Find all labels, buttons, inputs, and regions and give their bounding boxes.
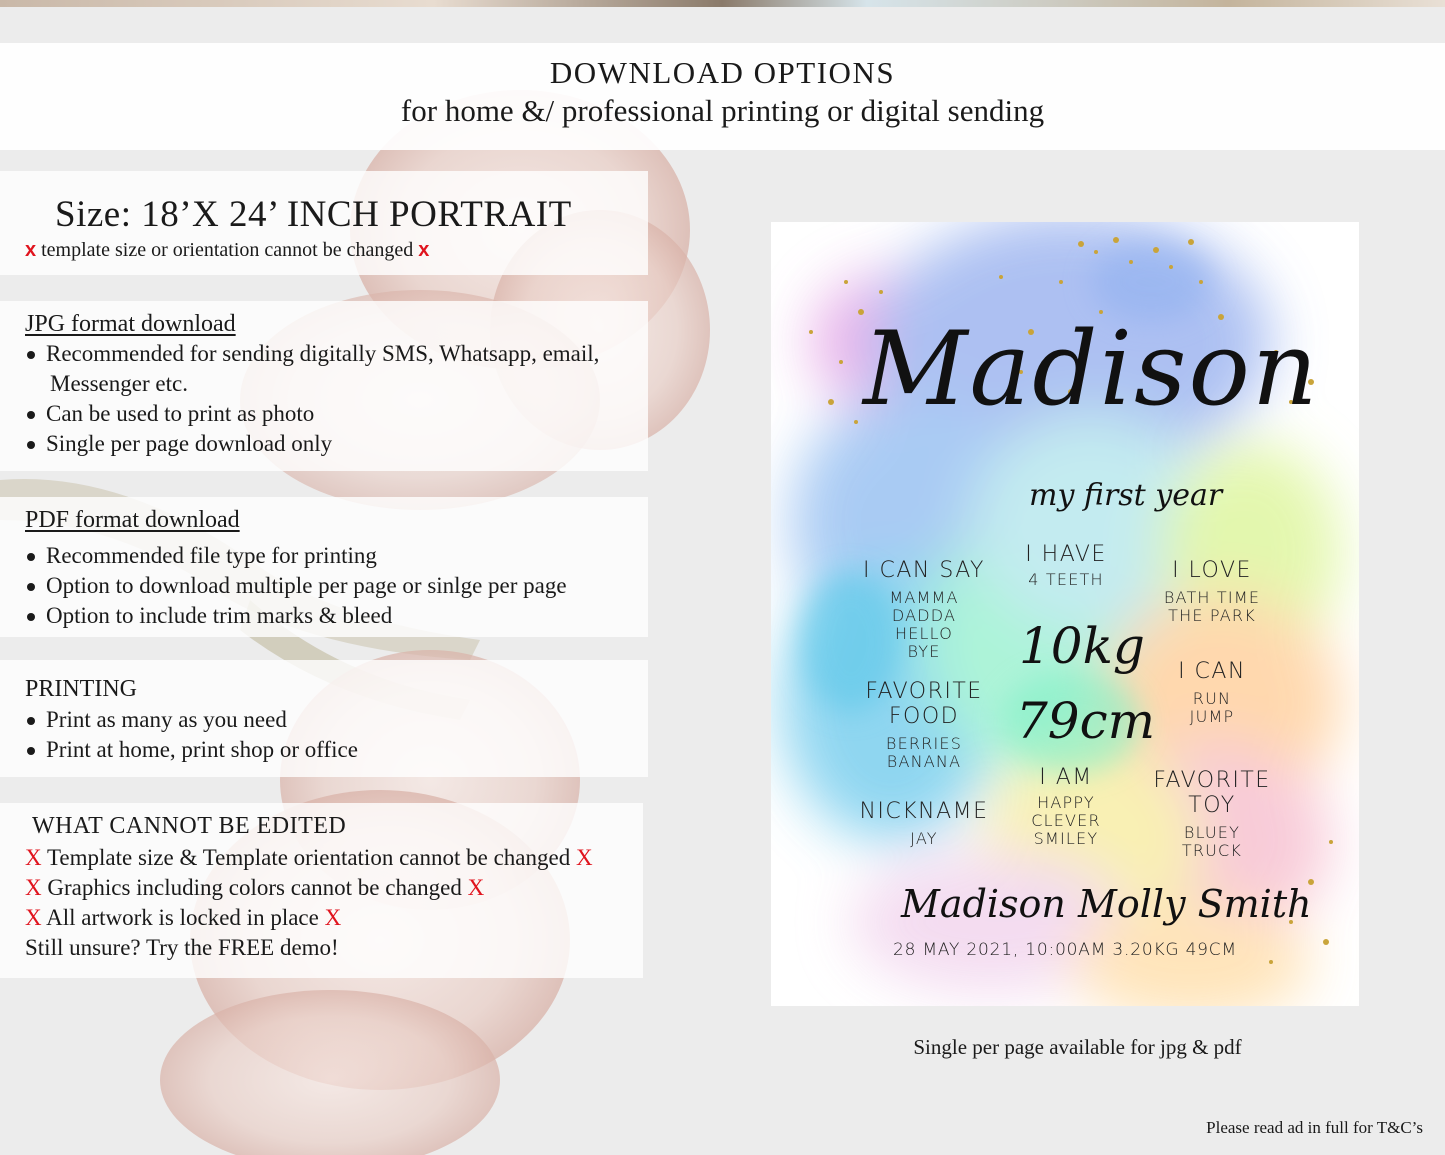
block-heading: I HAVE	[1025, 542, 1107, 567]
list-item	[25, 705, 358, 735]
favorite-food-block	[844, 679, 1004, 771]
top-photo-strip	[0, 0, 1445, 7]
block-heading: I AM	[1039, 765, 1093, 790]
i-have-block	[986, 542, 1146, 589]
poster-caption: Single per page available for jpg & pdf	[913, 1035, 1242, 1059]
block-line: BYE	[907, 642, 941, 661]
pdf-panel	[0, 497, 648, 637]
list-item-text: Print at home, print shop or office	[46, 737, 358, 762]
demo-line: Still unsure? Try the FREE demo!	[25, 935, 339, 960]
list-item-text: Single per page download only	[46, 431, 333, 456]
block-line: CLEVER	[1031, 811, 1101, 830]
poster-height: 79cm	[1016, 692, 1156, 750]
cannot-edit-heading: WHAT CANNOT BE EDITED	[32, 813, 347, 839]
list-item	[25, 735, 358, 765]
block-line: DADDA	[891, 606, 957, 625]
i-am-block	[986, 765, 1146, 848]
list-item-text: Recommended for sending digitally SMS, Whatsapp, email,	[46, 341, 600, 366]
bullet-icon	[27, 613, 35, 621]
block-heading: I CAN SAY	[863, 558, 985, 583]
poster-birth-details: 28 MAY 2021, 10:00AM 3.20KG 49CM	[893, 940, 1237, 960]
pdf-list	[25, 541, 567, 631]
footnote: Please read ad in full for T&C’s	[1206, 1118, 1423, 1137]
red-x-icon: X	[467, 875, 485, 900]
poster-tagline: my first year	[1029, 478, 1223, 513]
block-heading: NICKNAME	[859, 799, 989, 824]
jpg-heading: JPG format download	[25, 311, 236, 337]
list-item	[25, 873, 593, 903]
block-heading: FAVORITE	[1153, 768, 1271, 793]
bullet-icon	[27, 717, 35, 725]
list-item-text: Recommended file type for printing	[46, 543, 377, 568]
size-panel	[0, 171, 648, 275]
cannot-edit-list	[25, 843, 593, 963]
list-item-text: Print as many as you need	[46, 707, 287, 732]
size-note	[25, 239, 429, 262]
list-item	[25, 399, 599, 429]
list-item	[25, 541, 567, 571]
block-line: BLUEY	[1183, 823, 1241, 842]
block-line: HAPPY	[1037, 793, 1095, 812]
block-heading: TOY	[1188, 793, 1236, 818]
bullet-icon	[27, 583, 35, 591]
list-item-text: Messenger etc.	[50, 371, 188, 396]
list-item	[25, 429, 599, 459]
block-line: TRUCK	[1181, 841, 1243, 860]
list-item	[25, 903, 593, 933]
block-line: 4 TEETH	[1028, 570, 1104, 589]
block-line: JUMP	[1189, 707, 1235, 726]
page-title: DOWNLOAD OPTIONS	[549, 55, 896, 90]
poster-weight: 10kg	[1019, 617, 1145, 675]
list-item	[25, 369, 599, 399]
list-item-text: Template size & Template orientation cannot be changed	[46, 845, 571, 870]
printing-panel	[0, 660, 648, 777]
pdf-heading: PDF format download	[25, 507, 240, 533]
printing-heading: PRINTING	[25, 676, 137, 702]
red-x-icon: X	[25, 845, 42, 870]
bullet-icon	[27, 747, 35, 755]
poster-name: Madison	[863, 310, 1320, 429]
red-x-icon: X	[575, 845, 593, 870]
list-item-text: Option to download multiple per page or sinlge per page	[46, 573, 567, 598]
block-line: BANANA	[886, 752, 962, 771]
i-love-block	[1132, 558, 1292, 625]
block-line: MAMMA	[889, 588, 959, 607]
block-line: BATH TIME	[1163, 588, 1261, 607]
list-item	[25, 843, 593, 873]
poster-full-name: Madison Molly Smith	[901, 882, 1312, 926]
block-line: THE PARK	[1168, 606, 1256, 625]
red-x-icon: x	[25, 239, 37, 261]
list-item-text: Option to include trim marks & bleed	[46, 603, 393, 628]
red-x-icon: X	[324, 905, 342, 930]
size-title: Size: 18’X 24’ INCH PORTRAIT	[55, 194, 572, 235]
cannot-edit-panel	[0, 803, 643, 978]
printing-list	[25, 705, 358, 765]
bullet-icon	[27, 553, 35, 561]
list-item	[25, 571, 567, 601]
block-heading: FOOD	[888, 704, 960, 729]
block-line: SMILEY	[1033, 829, 1099, 848]
block-line: BERRIES	[885, 734, 963, 753]
poster-preview	[771, 222, 1359, 1006]
block-line: JAY	[910, 829, 938, 848]
favorite-toy-block	[1132, 768, 1292, 860]
block-heading: I CAN	[1178, 659, 1246, 684]
red-x-icon: x	[418, 239, 430, 261]
bullet-icon	[27, 411, 35, 419]
list-item	[25, 601, 567, 631]
i-can-block	[1132, 659, 1292, 726]
block-line: RUN	[1192, 689, 1232, 708]
list-item-text: Can be used to print as photo	[46, 401, 315, 426]
list-item-text: All artwork is locked in place	[46, 905, 319, 930]
jpg-panel	[0, 301, 648, 471]
page-subtitle: for home &/ professional printing or digital sending	[400, 93, 1045, 128]
red-x-icon: X	[25, 875, 42, 900]
header-band	[0, 43, 1445, 150]
size-note-text: template size or orientation cannot be changed	[41, 239, 414, 261]
bullet-icon	[27, 441, 35, 449]
block-heading: FAVORITE	[865, 679, 983, 704]
nickname-block	[844, 799, 1004, 848]
bullet-icon	[27, 351, 35, 359]
i-can-say-block	[844, 558, 1004, 661]
list-item	[25, 339, 599, 369]
jpg-list	[25, 339, 599, 459]
block-line: HELLO	[895, 624, 953, 643]
block-heading: I LOVE	[1172, 558, 1252, 583]
list-item-text: Graphics including colors cannot be changed	[47, 875, 462, 900]
red-x-icon: X	[25, 905, 42, 930]
